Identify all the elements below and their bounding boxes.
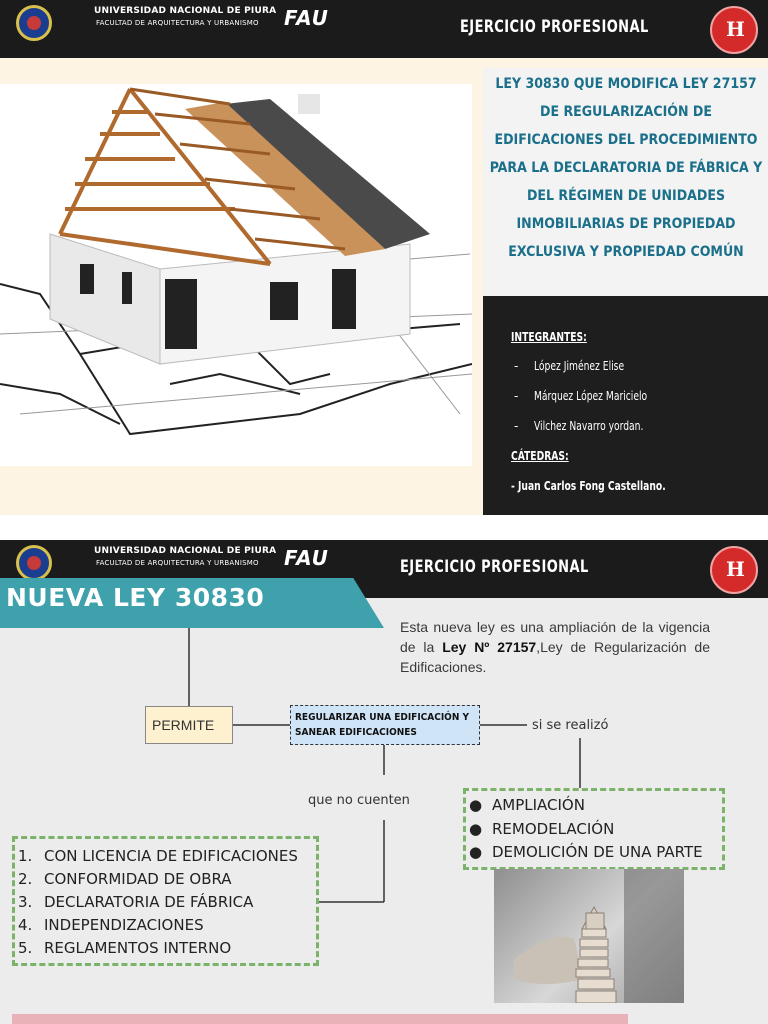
action-item: AMPLIACIÓN — [492, 796, 585, 814]
faculty-name: FACULTAD DE ARQUITECTURA Y URBANISMO — [96, 559, 259, 567]
member-name: Vilchez Navarro yordan. — [534, 419, 644, 433]
si-se-realizo-label: si se realizó — [532, 718, 609, 733]
chair-name: - Juan Carlos Fong Castellano. — [511, 479, 666, 493]
members-label: INTEGRANTES: — [511, 330, 587, 344]
fau-mark: FAU — [284, 6, 329, 30]
intro-text: Esta nueva ley es una ampliación de la vigencia de la — [400, 619, 710, 655]
action-item: REMODELACIÓN — [492, 820, 615, 838]
course-title: EJERCICIO PROFESIONAL — [400, 557, 589, 577]
document-title: LEY 30830 QUE MODIFICA LEY 27157 DE REGULARIZACIÓN DE EDIFICACIONES DEL PROCEDIMIENTO PARA LA DECLARATORIA DE FÁBRICA Y DEL RÉGIMEN DE UNIDADES INMOBILIARIAS DE PROPIEDAD EXCLUSIVA Y PROPIEDAD COMÚN — [489, 76, 763, 260]
member-name: López Jiménez Elise — [534, 359, 625, 373]
requirement-item: REGLAMENTOS INTERNO — [44, 939, 232, 957]
fau-mark: FAU — [284, 546, 329, 570]
requirement-item: CONFORMIDAD DE OBRA — [44, 870, 232, 888]
member-dash: - — [514, 359, 519, 373]
member-dash: - — [514, 389, 519, 403]
action-item: DEMOLICIÓN DE UNA PARTE — [492, 843, 703, 861]
faculty-name: FACULTAD DE ARQUITECTURA Y URBANISMO — [96, 19, 259, 27]
requirement-number: 5. — [18, 939, 33, 957]
intro-text-end: ,Ley de Regularización de Edificaciones. — [400, 639, 710, 675]
bullet-icon: ● — [469, 820, 483, 838]
que-no-cuenten-label: que no cuenten — [308, 793, 410, 808]
requirement-number: 1. — [18, 847, 33, 865]
member-dash: - — [514, 419, 519, 433]
permite-box: PERMITE — [145, 706, 233, 744]
requirement-number: 3. — [18, 893, 33, 911]
bullet-icon: ● — [469, 796, 483, 814]
jenga-house-photo — [494, 869, 684, 1003]
member-name: Márquez López Maricielo — [534, 389, 648, 403]
university-name: UNIVERSIDAD NACIONAL DE PIURA — [94, 6, 277, 16]
requirement-item: INDEPENDIZACIONES — [44, 916, 204, 934]
bottom-accent-bar — [12, 1014, 628, 1024]
requirement-item: CON LICENCIA DE EDIFICACIONES — [44, 847, 298, 865]
regularizar-box: REGULARIZAR UNA EDIFICACIÓN Y SANEAR EDIFICACIONES — [290, 705, 480, 745]
jenga-house-icon — [494, 869, 684, 1003]
intro-law-number: Ley Nº 27157 — [442, 639, 537, 655]
bullet-icon: ● — [469, 843, 483, 861]
section-banner-title: NUEVA LEY 30830 — [6, 583, 265, 612]
requirement-item: DECLARATORIA DE FÁBRICA — [44, 893, 254, 911]
requirement-number: 4. — [18, 916, 33, 934]
course-title: EJERCICIO PROFESIONAL — [460, 17, 649, 37]
university-name: UNIVERSIDAD NACIONAL DE PIURA — [94, 546, 277, 556]
chairs-label: CÁTEDRAS: — [511, 449, 569, 463]
requirement-number: 2. — [18, 870, 33, 888]
